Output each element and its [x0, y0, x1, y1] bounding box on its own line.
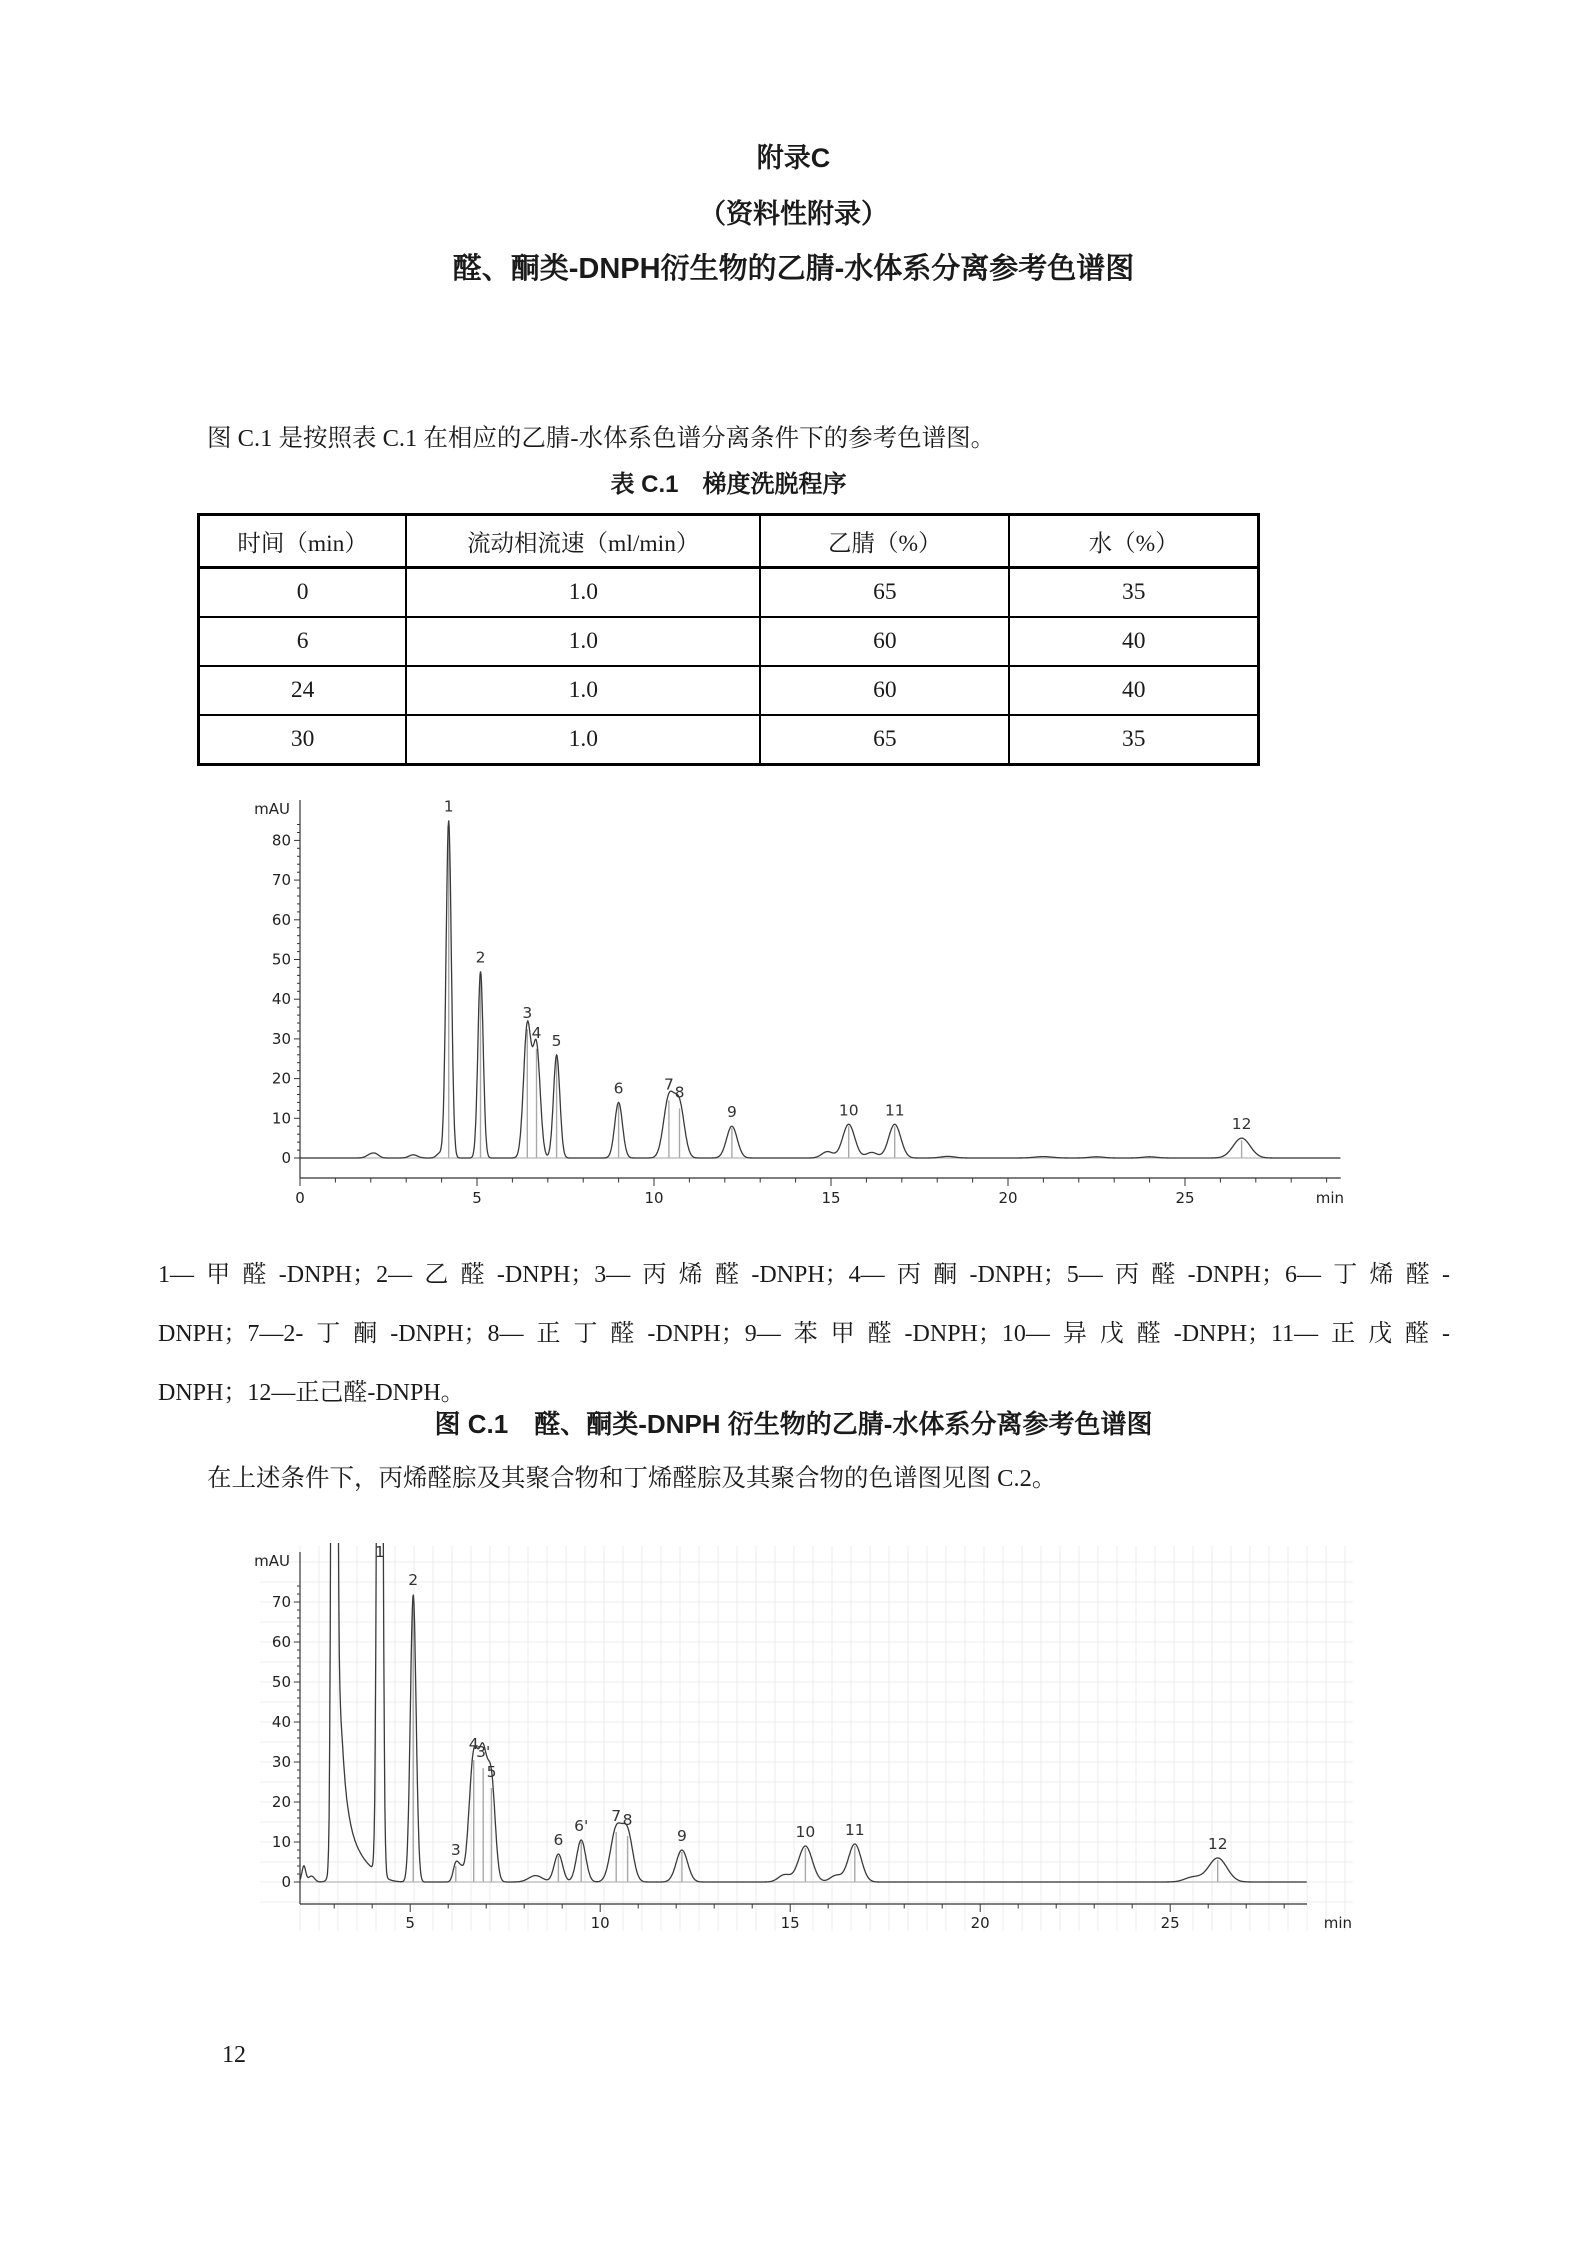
- peak-label: 2: [475, 948, 486, 967]
- peak-label: 6: [553, 1831, 564, 1849]
- y-tick-label: 70: [271, 871, 291, 890]
- chromatogram-1: [252, 788, 1357, 1213]
- x-tick-label: 10: [590, 1914, 610, 1932]
- peak-label: 3': [476, 1743, 491, 1761]
- legend-line: DNPH；7—2-丁酮-DNPH；8—正丁醛-DNPH；9—苯甲醛-DNPH；10—异戊醛-DNPH；11—正戊醛-: [158, 1321, 1450, 1347]
- table-cell: 60: [760, 666, 1009, 715]
- peak-label: 1: [374, 1543, 385, 1561]
- between-paragraph: 在上述条件下，丙烯醛腙及其聚合物和丁烯醛腙及其聚合物的色谱图见图 C.2。: [207, 1465, 1057, 1492]
- x-tick-label: 25: [1160, 1914, 1180, 1932]
- table-cell: 60: [760, 617, 1009, 666]
- y-tick-label: 70: [271, 1593, 291, 1611]
- peak-label: 3: [450, 1841, 461, 1859]
- y-tick-label: 20: [271, 1069, 291, 1088]
- gradient-table-section: [197, 464, 1260, 766]
- peak-label: 9: [726, 1103, 737, 1122]
- table-header-row: [199, 515, 1259, 568]
- y-tick-label: 80: [271, 831, 291, 850]
- x-axis-unit-label: min: [1315, 1189, 1344, 1207]
- y-tick-label: 10: [271, 1833, 291, 1851]
- appendix-header: [0, 136, 1587, 287]
- table-row: [199, 568, 1259, 618]
- y-tick-label: 60: [271, 910, 291, 929]
- peak-labels: [444, 798, 1252, 1134]
- y-tick-label: 60: [271, 1633, 291, 1651]
- peak-label: 10: [795, 1823, 816, 1841]
- grid: [260, 1546, 1353, 1931]
- peak-label: 12: [1207, 1835, 1228, 1853]
- page-number: 12: [222, 2042, 246, 2068]
- table-cell: 24: [199, 666, 407, 715]
- table-cell: 40: [1009, 666, 1258, 715]
- table-row: [199, 715, 1259, 765]
- table-cell: 30: [199, 715, 407, 765]
- peak-label: 9: [676, 1827, 687, 1845]
- peak-label: 2: [408, 1571, 419, 1589]
- x-tick-label: 10: [644, 1189, 664, 1207]
- x-tick-label: 20: [970, 1914, 990, 1932]
- column-header: 乙腈（%）: [760, 515, 1009, 568]
- table-row: [199, 666, 1259, 715]
- table-cell: 1.0: [406, 666, 760, 715]
- y-tick-label: 30: [271, 1029, 291, 1048]
- peak-label: 12: [1231, 1115, 1252, 1134]
- column-header: 水（%）: [1009, 515, 1258, 568]
- x-tick-label: 20: [998, 1189, 1018, 1207]
- table-cell: 40: [1009, 617, 1258, 666]
- gradient-table: [197, 513, 1260, 766]
- appendix-type: （资料性附录）: [699, 199, 888, 229]
- peak-label: 6': [574, 1817, 589, 1835]
- peak-label: 7: [611, 1807, 622, 1825]
- peak-label: 5: [486, 1763, 497, 1781]
- x-tick-label: 5: [405, 1914, 415, 1932]
- y-axis: [254, 1552, 300, 1904]
- peak-label: 11: [884, 1101, 905, 1120]
- peak-label: 8: [674, 1083, 685, 1102]
- peak-label: 1: [443, 797, 454, 816]
- peak-label: 5: [551, 1031, 562, 1050]
- figure1-title: 图 C.1 醛、酮类-DNPH 衍生物的乙腈-水体系分离参考色谱图: [434, 1409, 1153, 1439]
- y-tick-label: 40: [271, 1713, 291, 1731]
- peak-label: 3: [522, 1004, 533, 1022]
- y-tick-label: 0: [281, 1149, 291, 1167]
- chromatogram-2: [252, 1540, 1357, 1945]
- y-tick-label: 40: [271, 990, 291, 1009]
- y-tick-label: 30: [271, 1753, 291, 1771]
- table-row: [199, 617, 1259, 666]
- x-tick-label: 5: [472, 1189, 482, 1207]
- table-cell: 6: [199, 617, 407, 666]
- peak-label: 10: [838, 1101, 859, 1120]
- x-tick-label: 15: [821, 1189, 841, 1207]
- peak-label: 7: [663, 1075, 674, 1094]
- table-cell: 1.0: [406, 715, 760, 765]
- x-axis-unit-label: min: [1323, 1914, 1352, 1932]
- peak-drop-lines: [413, 1596, 1217, 1882]
- chromatogram-figure-2: [252, 1540, 1357, 1950]
- appendix-title: 醛、酮类-DNPH衍生物的乙腈-水体系分离参考色谱图: [452, 253, 1135, 285]
- trace: [300, 820, 1340, 1158]
- peak-label: 4: [531, 1023, 542, 1042]
- table-cell: 65: [760, 715, 1009, 765]
- legend-line: DNPH；12—正己醛-DNPH。: [158, 1380, 465, 1406]
- table-cell: 35: [1009, 715, 1258, 765]
- column-header: 时间（min）: [199, 515, 407, 568]
- peak-labels: [375, 1543, 1228, 1859]
- y-axis-unit-label: mAU: [254, 800, 290, 818]
- y-axis: [254, 800, 300, 1178]
- intro-paragraph: 图 C.1 是按照表 C.1 在相应的乙腈-水体系色谱分离条件下的参考色谱图。: [207, 425, 996, 452]
- x-tick-label: 15: [780, 1914, 800, 1932]
- table-cell: 1.0: [406, 568, 760, 618]
- y-tick-label: 50: [271, 1673, 291, 1691]
- peak-label: 6: [613, 1079, 624, 1098]
- legend-line: 1—甲醛-DNPH；2—乙醛-DNPH；3—丙烯醛-DNPH；4—丙酮-DNPH；5—丙醛-DNPH；6—丁烯醛-: [158, 1262, 1450, 1288]
- y-tick-label: 50: [271, 950, 291, 969]
- table-cell: 1.0: [406, 617, 760, 666]
- x-axis: [295, 1178, 1344, 1207]
- y-tick-label: 0: [281, 1873, 291, 1891]
- x-tick-label: 25: [1175, 1189, 1195, 1207]
- x-tick-label: 0: [295, 1189, 305, 1207]
- column-header: 流动相流速（ml/min）: [406, 515, 760, 568]
- table-cell: 35: [1009, 568, 1258, 618]
- y-tick-label: 10: [271, 1109, 291, 1128]
- table-cell: 65: [760, 568, 1009, 618]
- x-axis: [300, 1904, 1352, 1932]
- peak-label: 8: [622, 1811, 633, 1829]
- appendix-label: 附录C: [756, 143, 831, 173]
- y-tick-label: 20: [271, 1793, 291, 1811]
- table-caption: 表 C.1 梯度洗脱程序: [610, 471, 847, 498]
- peak-label: 11: [844, 1821, 865, 1839]
- chromatogram-figure-1: [252, 788, 1357, 1218]
- peak-label: 4: [468, 1735, 479, 1753]
- figure1-peak-legend: [158, 1246, 1450, 1423]
- table-cell: 0: [199, 568, 407, 618]
- y-axis-unit-label: mAU: [254, 1552, 290, 1570]
